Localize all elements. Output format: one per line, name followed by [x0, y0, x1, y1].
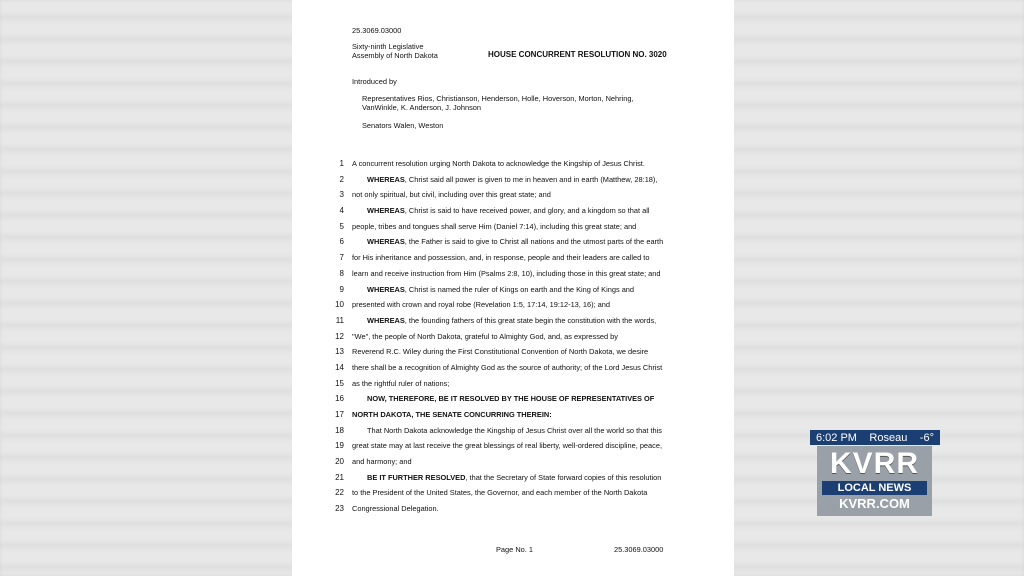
line-bold-text: WHEREAS: [367, 284, 405, 294]
line-number: 2: [339, 174, 344, 184]
line-body-text: not only spiritual, but civil, including over this great state; and: [352, 190, 551, 200]
line-body-text: people, tribes and tongues shall serve Him (Daniel 7:14), including this great state; and: [352, 221, 637, 231]
website-text: KVRR.COM: [839, 496, 910, 511]
line-text: [367, 316, 656, 325]
line-bold-text: WHEREAS: [367, 315, 405, 325]
resolution-line: [292, 285, 734, 301]
line-body-text: there shall be a recognition of Almighty God as the source of authority; of the Lord Jesus Christ: [352, 362, 663, 372]
line-number: 21: [335, 472, 344, 482]
line-text: [352, 441, 662, 450]
line-text: [352, 347, 648, 356]
resolution-line: [292, 457, 734, 473]
line-text: [352, 159, 645, 168]
senators-list: Senators Walen, Weston: [362, 121, 444, 130]
line-text: [367, 175, 657, 184]
blurred-background-left: [0, 0, 300, 576]
line-body-text: , Christ is named the ruler of Kings on earth and the King of Kings and: [404, 284, 635, 294]
footer-doc-number: 25.3069.03000: [614, 545, 664, 554]
line-number: 18: [335, 425, 344, 435]
line-text: [367, 285, 634, 294]
resolution-line: [292, 332, 734, 348]
line-body-text: Reverend R.C. Wiley during the First Constitutional Convention of North Dakota, we desire: [352, 347, 649, 357]
resolution-line: [292, 269, 734, 285]
line-text: [367, 394, 654, 403]
line-number: 12: [335, 331, 344, 341]
resolution-line: [292, 441, 734, 457]
line-text: [352, 363, 662, 372]
line-body-text: for His inheritance and possession, and, in response, people and their leaders are called to: [352, 253, 650, 263]
ticker-temp: -6°: [919, 431, 934, 444]
document-page: [292, 0, 734, 576]
line-bold-text: WHEREAS: [367, 206, 405, 216]
kvrr-logo: [817, 446, 932, 516]
representatives-list: Representatives Rios, Christianson, Henderson, Holle, Hoverson, Morton, Nehring, VanWinkle, K. Anderson, J. Johnson: [362, 94, 634, 113]
line-number: 15: [335, 378, 344, 388]
line-text: [367, 206, 650, 215]
line-text: [352, 300, 610, 309]
local-news-banner: LOCAL NEWS: [822, 481, 927, 495]
line-text: [352, 332, 618, 341]
line-body-text: A concurrent resolution urging North Dakota to acknowledge the Kingship of Jesus Christ.: [352, 159, 645, 168]
line-number: 19: [335, 441, 344, 451]
line-number: 8: [339, 268, 344, 278]
line-body-text: and harmony; and: [352, 457, 412, 467]
introduced-by: Introduced by: [352, 77, 397, 86]
line-body-text: "We", the people of North Dakota, grateful to Almighty God, and, as expressed by: [352, 331, 618, 341]
resolution-line: [292, 347, 734, 363]
ticker-time: 6:02 PM: [816, 431, 857, 444]
line-number: 13: [335, 347, 344, 357]
line-text: [352, 379, 449, 388]
line-body-text: presented with crown and royal robe (Revelation 1:5, 17:14, 19:12-13, 16); and: [352, 300, 611, 310]
line-number: 9: [339, 284, 344, 294]
resolution-line: [292, 159, 734, 175]
line-number: 1: [339, 159, 344, 168]
line-number: 5: [339, 221, 344, 231]
line-text: [352, 253, 649, 262]
line-number: 14: [335, 362, 344, 372]
line-number: 3: [339, 190, 344, 200]
line-bold-text: NOW, THEREFORE, BE IT RESOLVED BY THE HOUSE OF REPRESENTATIVES OF: [367, 394, 655, 404]
line-bold-text: WHEREAS: [367, 237, 405, 247]
resolution-line: [292, 410, 734, 426]
line-body-text: , Christ is said to have received power, and glory, and a kingdom so that all: [404, 206, 650, 216]
line-text: [367, 237, 663, 246]
line-text: [352, 504, 439, 513]
resolution-line: [292, 504, 734, 520]
resolution-line: [292, 316, 734, 332]
line-text: [352, 222, 636, 231]
line-text: [352, 457, 412, 466]
resolution-line: [292, 190, 734, 206]
line-body-text: , Christ said all power is given to me in heaven and in earth (Matthew, 28:18),: [404, 174, 658, 184]
line-body-text: to the President of the United States, the Governor, and each member of the North Dakota: [352, 488, 648, 498]
line-body-text: , the founding fathers of this great state begin the constitution with the words,: [404, 315, 657, 325]
line-number: 20: [335, 457, 344, 467]
line-number: 16: [335, 394, 344, 404]
logo-text: KVRR: [829, 447, 919, 480]
weather-ticker: [810, 430, 940, 445]
line-body-text: That North Dakota acknowledge the Kingship of Jesus Christ over all the world so that this: [367, 425, 662, 435]
resolution-title: HOUSE CONCURRENT RESOLUTION NO. 3020: [488, 50, 667, 59]
resolution-line: [292, 206, 734, 222]
line-text: [352, 410, 552, 419]
resolution-line: [292, 363, 734, 379]
line-number: 10: [335, 300, 344, 310]
resolution-line: [292, 488, 734, 504]
resolution-line: [292, 426, 734, 442]
line-bold-text: BE IT FURTHER RESOLVED: [367, 472, 466, 482]
line-number: 7: [339, 253, 344, 263]
line-body-text: great state may at last receive the great blessings of real liberty, well-ordered discipline, peace,: [352, 441, 663, 451]
resolution-line: [292, 379, 734, 395]
line-body-text: , the Father is said to give to Christ all nations and the utmost parts of the earth: [404, 237, 664, 247]
line-body-text: , that the Secretary of State forward copies of this resolution: [465, 472, 662, 482]
line-bold-text: WHEREAS: [367, 174, 405, 184]
resolution-line: [292, 300, 734, 316]
resolution-line: [292, 253, 734, 269]
resolution-line: [292, 394, 734, 410]
assembly-name: Sixty-ninth Legislative Assembly of North Dakota: [352, 42, 438, 61]
line-number: 4: [339, 206, 344, 216]
resolution-lines: [292, 159, 734, 520]
ticker-location: Roseau: [869, 431, 908, 444]
line-body-text: as the rightful ruler of nations;: [352, 378, 450, 388]
resolution-line: [292, 175, 734, 191]
resolution-line: [292, 237, 734, 253]
line-number: 11: [335, 315, 344, 325]
line-body-text: learn and receive instruction from Him (Psalms 2:8, 10), including those in this great state; and: [352, 268, 661, 278]
line-number: 6: [339, 237, 344, 247]
resolution-line: [292, 473, 734, 489]
line-number: 17: [335, 410, 344, 419]
line-text: [352, 269, 661, 278]
line-bold-text: NORTH DAKOTA, THE SENATE CONCURRING THEREIN:: [352, 410, 552, 419]
line-body-text: Congressional Delegation.: [352, 504, 439, 514]
line-number: 23: [335, 504, 344, 514]
line-text: [352, 488, 647, 497]
resolution-line: [292, 222, 734, 238]
line-text: [367, 473, 661, 482]
doc-number: 25.3069.03000: [352, 26, 402, 35]
line-number: 22: [335, 488, 344, 498]
page-number: Page No. 1: [496, 545, 533, 554]
line-text: [352, 190, 551, 199]
line-text: [367, 426, 662, 435]
